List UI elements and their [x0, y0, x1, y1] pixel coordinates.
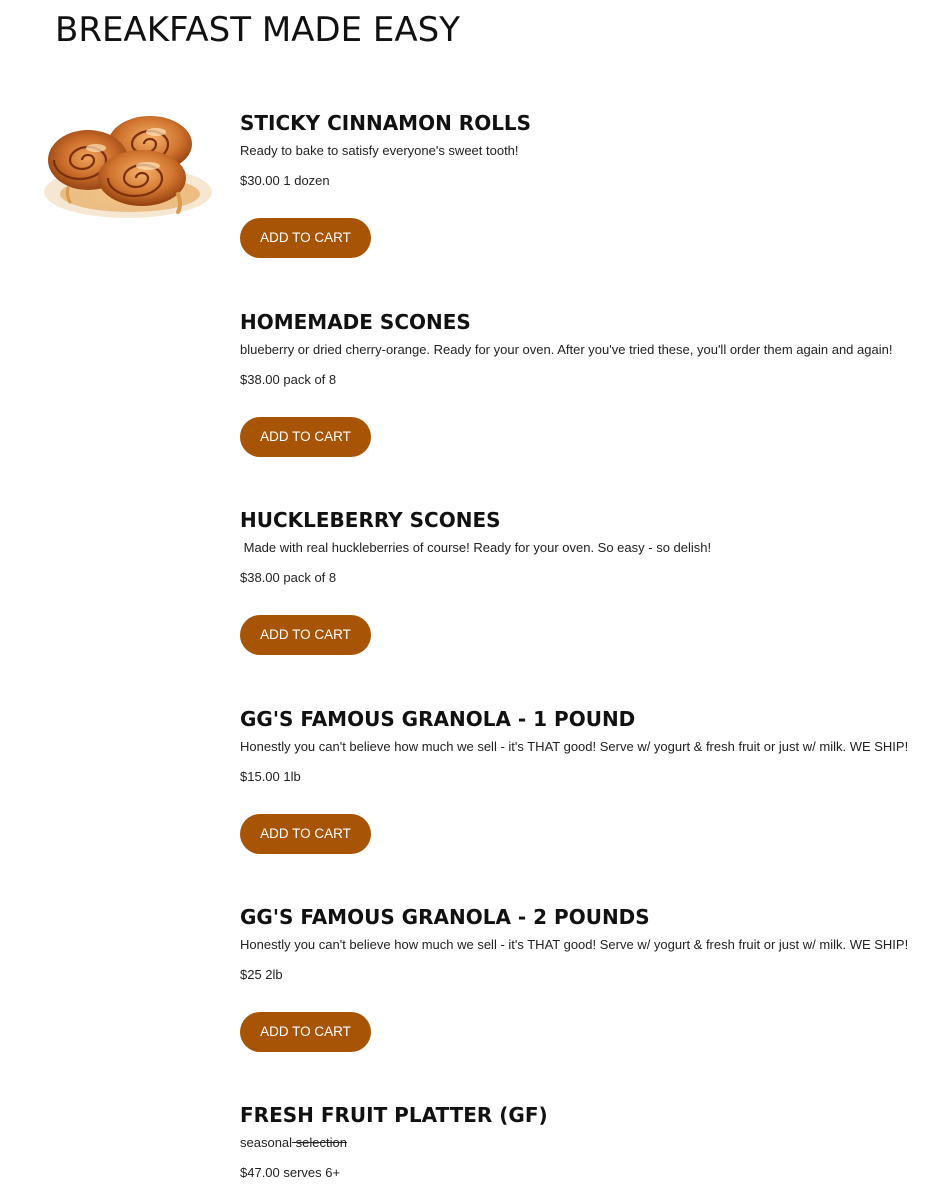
product-description-strikethrough: selection: [292, 1135, 347, 1150]
cinnamon-rolls-illustration: [38, 108, 212, 224]
product-description: blueberry or dried cherry-orange. Ready for your oven. After you've tried these, you'll order them again and again!: [240, 342, 893, 357]
add-to-cart-button[interactable]: ADD TO CART: [240, 417, 371, 457]
product-name[interactable]: HUCKLEBERRY SCONES: [240, 508, 501, 532]
product-description: Ready to bake to satisfy everyone's sweet tooth!: [240, 143, 519, 158]
product-name[interactable]: GG'S FAMOUS GRANOLA - 2 POUNDS: [240, 905, 650, 929]
product-description: Made with real huckleberries of course! Ready for your oven. So easy - so delish!: [240, 540, 712, 555]
product-item: [240, 507, 920, 642]
page-title: BREAKFAST MADE EASY: [55, 10, 460, 50]
product-price: $47.00 serves 6+: [240, 1165, 341, 1180]
add-to-cart-button[interactable]: ADD TO CART: [240, 1012, 371, 1052]
product-description-text: seasonal: [240, 1135, 293, 1150]
product-item: [240, 1102, 920, 1180]
product-item: [240, 309, 920, 444]
product-price: $25 2lb: [240, 967, 283, 982]
product-price: $38.00 pack of 8: [240, 570, 337, 585]
product-name[interactable]: STICKY CINNAMON ROLLS: [240, 111, 532, 135]
product-item: [240, 110, 920, 245]
product-item: [240, 706, 920, 841]
product-name[interactable]: HOMEMADE SCONES: [240, 310, 471, 334]
product-price: $38.00 pack of 8: [240, 372, 337, 387]
cinnamon-rolls-image[interactable]: [38, 108, 212, 224]
add-to-cart-button[interactable]: ADD TO CART: [240, 615, 371, 655]
product-name[interactable]: FRESH FRUIT PLATTER (GF): [240, 1103, 548, 1127]
product-name[interactable]: GG'S FAMOUS GRANOLA - 1 POUND: [240, 707, 636, 731]
add-to-cart-button[interactable]: ADD TO CART: [240, 814, 371, 854]
product-description: Honestly you can't believe how much we sell - it's THAT good! Serve w/ yogurt & fresh fruit or just w/ milk. WE SHIP!: [240, 739, 909, 754]
product-description: Honestly you can't believe how much we sell - it's THAT good! Serve w/ yogurt & fresh fruit or just w/ milk. WE SHIP!: [240, 937, 909, 952]
product-item: [240, 904, 920, 1039]
product-price: $30.00 1 dozen: [240, 173, 330, 188]
product-description: [240, 1135, 347, 1151]
add-to-cart-button[interactable]: ADD TO CART: [240, 218, 371, 258]
product-price: $15.00 1lb: [240, 769, 301, 784]
